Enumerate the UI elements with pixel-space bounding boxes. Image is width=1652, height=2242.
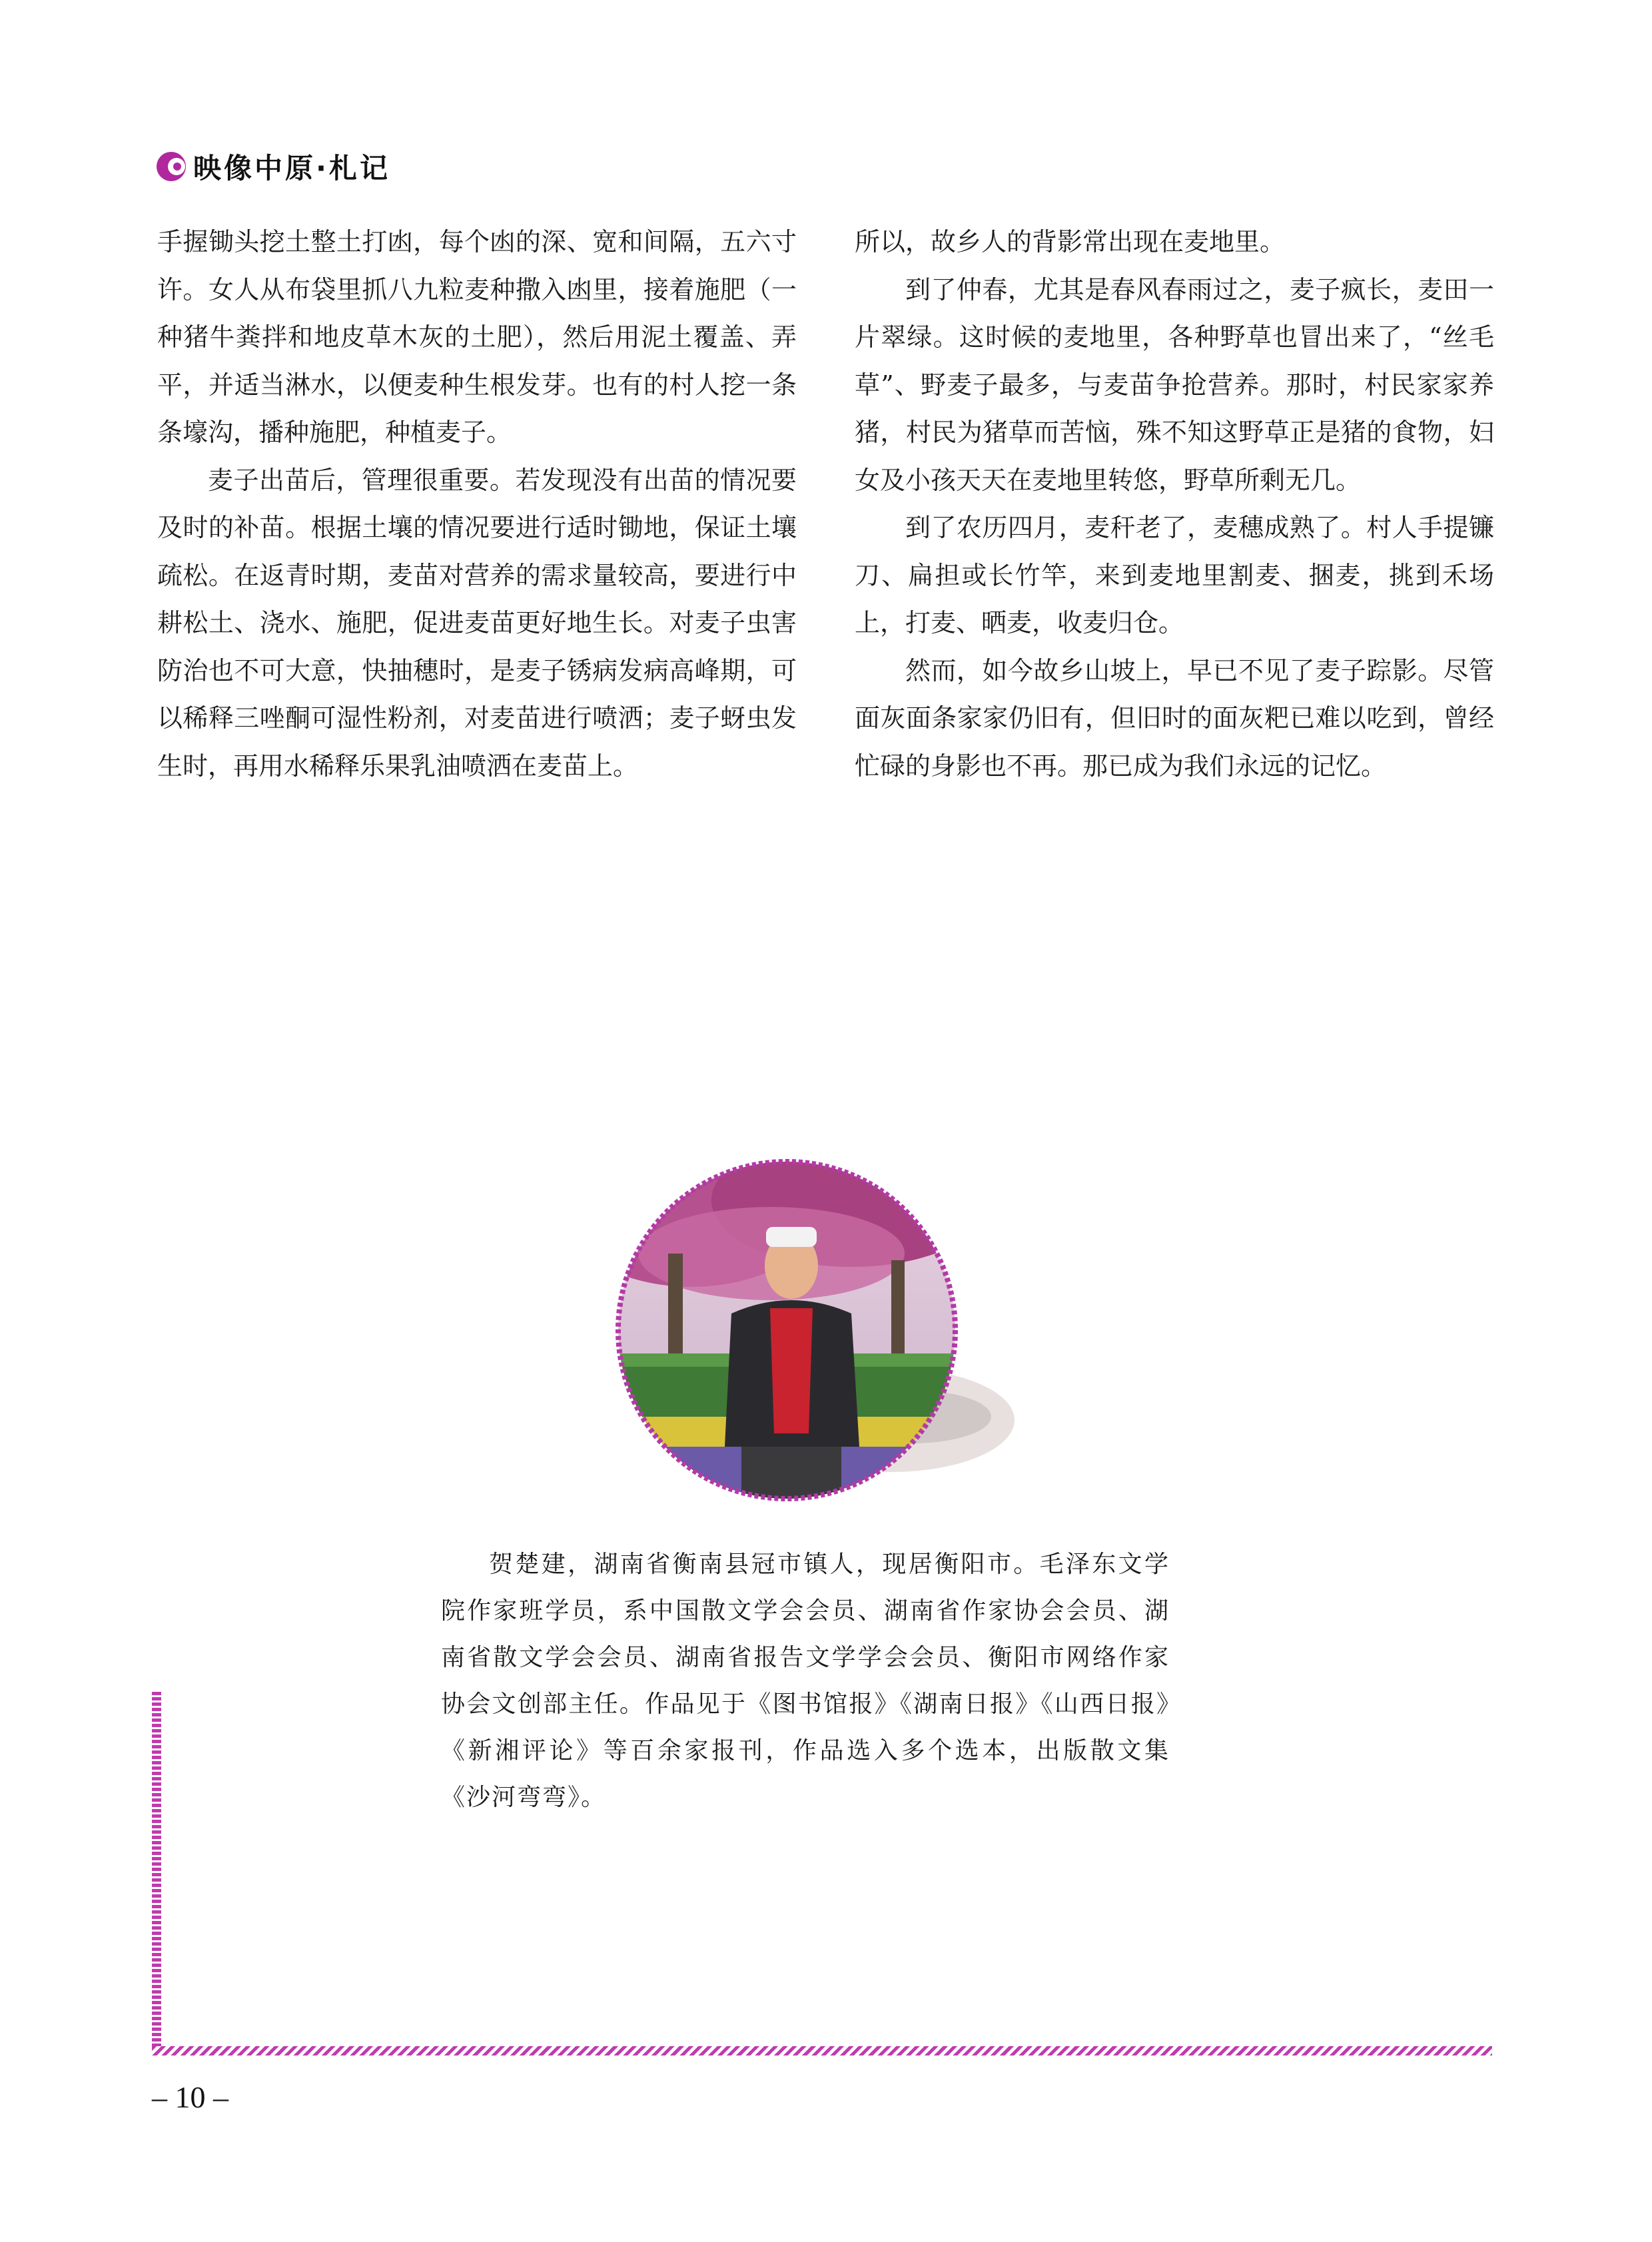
article-paragraph: 到了农历四月，麦秆老了，麦穗成熟了。村人手提镰刀、扁担或长竹竿，来到麦地里割麦、捆麦，挑到禾场上，打麦、晒麦，收麦归仓。 (855, 513, 1494, 637)
article-paragraph: 然而，如今故乡山坡上，早已不见了麦子踪影。尽管面灰面条家家仍旧有，但旧时的面灰粑已难以吃到，曾经忙碌的身影也不再。那已成为我们永远的记忆。 (855, 655, 1494, 781)
article-paragraph: 所以，故乡人的背影常出现在麦地里。 (855, 227, 1286, 256)
decorative-frame-left (152, 1692, 161, 2054)
page-number: – 10 – (152, 2080, 228, 2114)
article-right-column (855, 218, 1494, 790)
article-paragraph: 到了仲春，尤其是春风春雨过之，麦子疯长，麦田一片翠绿。这时候的麦地里，各种野草也冒出来了，“丝毛草”、野麦子最多，与麦苗争抢营养。那时，村民家家养猪，村民为猪草而苦恼，殊不知这野草正是猪的食物，妇女及小孩天天在麦地里转悠，野草所剩无几。 (855, 274, 1494, 495)
decorative-frame-bottom (152, 2046, 1492, 2055)
author-portrait (612, 1154, 1038, 1507)
section-title: 映像中原·札记 (193, 152, 390, 185)
article-left-column (157, 218, 797, 790)
article-paragraph: 麦子出苗后，管理很重要。若发现没有出苗的情况要及时的补苗。根据土壤的情况要进行适时锄地，保证土壤疏松。在返青时期，麦苗对营养的需求量较高，要进行中耕松土、浇水、施肥，促进麦苗更好地生长。对麦子虫害防治也不可大意，快抽穗时，是麦子锈病发病高峰期，可以稀释三唑酮可湿性粉剂，对麦苗进行喷洒；麦子蚜虫发生时，再用水稀释乐果乳油喷洒在麦苗上。 (157, 465, 797, 781)
magazine-logo-icon (155, 150, 188, 183)
page-header (155, 148, 390, 185)
author-bio (441, 1541, 1170, 1821)
author-bio-text: 贺楚建，湖南省衡南县冠市镇人，现居衡阳市。毛泽东文学院作家班学员，系中国散文学会会员、湖南省作家协会会员、湖南省散文学会会员、湖南省报告文学学会会员、衡阳市网络作家协会文创部主任。作品见于《图书馆报》《湖南日报》《山西日报》《新湘评论》等百余家报刊，作品选入多个选本，出版散文集《沙河弯弯》。 (441, 1551, 1170, 1811)
article-paragraph: 手握锄头挖土整土打凼，每个凼的深、宽和间隔，五六寸许。女人从布袋里抓八九粒麦种撒入凼里，接着施肥（一种猪牛粪拌和地皮草木灰的土肥），然后用泥土覆盖、弄平，并适当淋水，以便麦种生根发芽。也有的村人挖一条条壕沟，播种施肥，种植麦子。 (157, 227, 797, 447)
